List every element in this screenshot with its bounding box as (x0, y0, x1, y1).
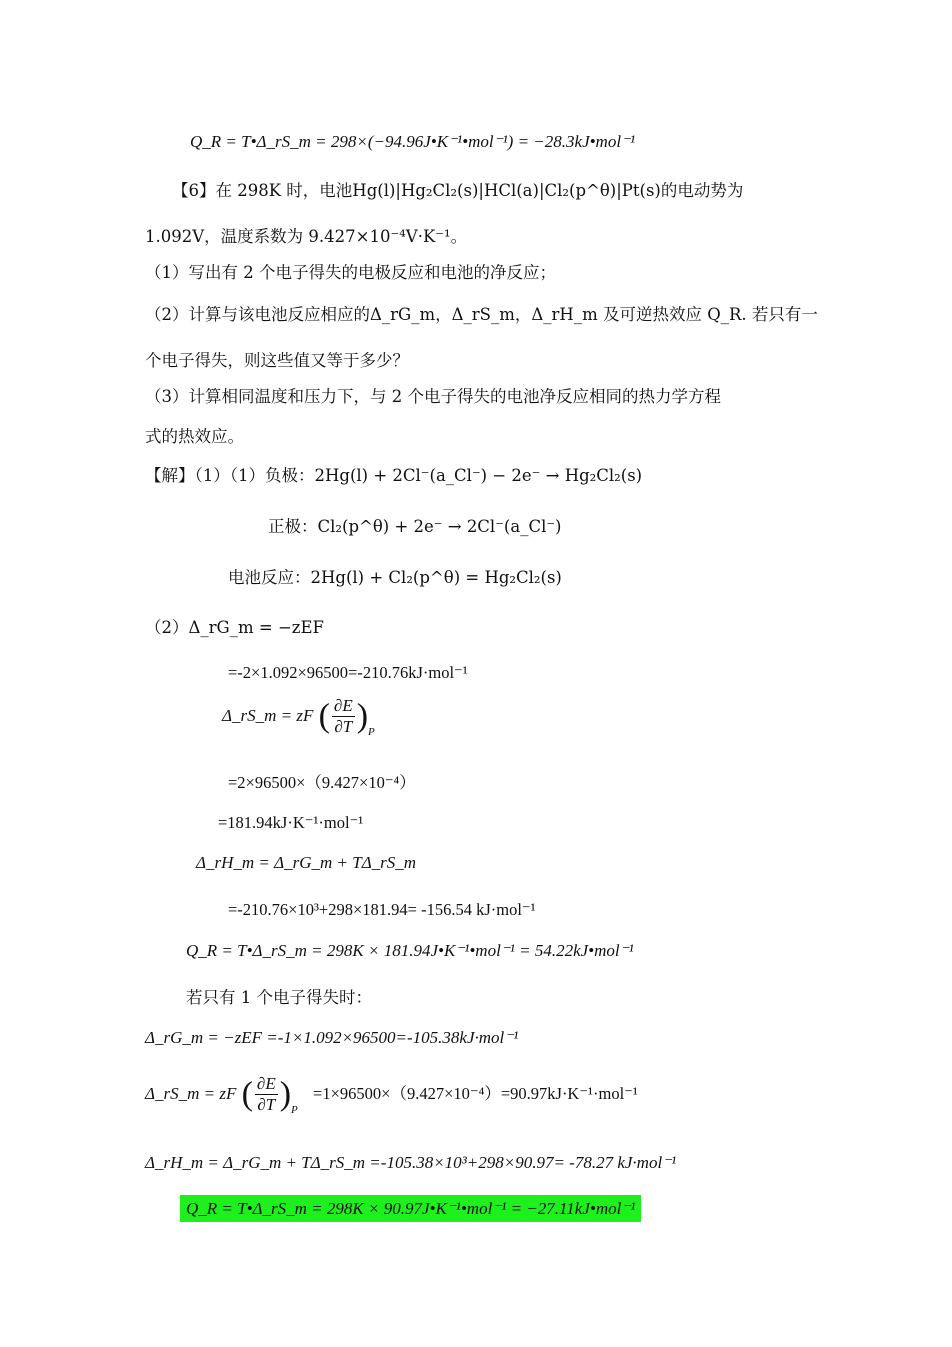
equation-qr-initial: Q_R = T•Δ_rS_m = 298×(−94.96J•K⁻¹•mol⁻¹) = −28.3kJ•mol⁻¹ (190, 132, 636, 151)
entropy-value: =181.94kJ·K⁻¹·mol⁻¹ (218, 813, 364, 832)
entropy-equation (222, 696, 375, 752)
paren-right: ) (279, 1075, 292, 1113)
gibbs-equation: （2）Δ_rG_m = −zEF (145, 618, 324, 637)
derivative-numerator: ∂E (333, 696, 353, 715)
paren-left: ( (318, 697, 330, 735)
pressure-subscript: P (291, 1104, 298, 1116)
enthalpy-equation: Δ_rH_m = Δ_rG_m + TΔ_rS_m (196, 853, 417, 872)
entropy-lhs: Δ_rS_m = zF (222, 706, 314, 725)
problem-6-statement-cont: 1.092V，温度系数为 9.427×10⁻⁴V·K⁻¹。 (145, 227, 468, 246)
entropy-1e-lhs: Δ_rS_m = zF (145, 1084, 237, 1103)
partial-derivative (255, 1074, 278, 1115)
paren-left: ( (241, 1075, 253, 1113)
solution-anode: 【解】（1）（1）负极：2Hg(l) + 2Cl⁻(a_Cl⁻) − 2e⁻ → Hg₂Cl₂(s) (145, 466, 643, 485)
pressure-subscript: P (368, 726, 375, 738)
question-2-cont: 个电子得失，则这些值又等于多少？ (145, 351, 409, 370)
question-3-cont: 式的热效应。 (145, 427, 244, 446)
question-2: （2）计算与该电池反应相应的Δ_rG_m，Δ_rS_m，Δ_rH_m 及可逆热效应 Q_R. 若只有一 (145, 305, 818, 324)
derivative-denominator: ∂T (257, 1095, 276, 1114)
entropy-calc: =2×96500×（9.427×10⁻⁴） (228, 773, 416, 792)
question-3: （3）计算相同温度和压力下，与 2 个电子得失的电池净反应相同的热力学方程 (145, 387, 721, 406)
paren-right: ) (356, 697, 369, 735)
highlighted-answer: Q_R = T•Δ_rS_m = 298K × 90.97J•K⁻¹•mol⁻¹ = −27.11kJ•mol⁻¹ (180, 1195, 641, 1222)
partial-derivative (332, 696, 355, 737)
gibbs-value: =-2×1.092×96500=-210.76kJ·mol⁻¹ (228, 663, 468, 682)
entropy-1e-value: =1×96500×（9.427×10⁻⁴）=90.97kJ·K⁻¹·mol⁻¹ (313, 1084, 638, 1103)
reversible-heat-2e: Q_R = T•Δ_rS_m = 298K × 181.94J•K⁻¹•mol⁻¹ = 54.22kJ•mol⁻¹ (186, 941, 634, 960)
enthalpy-1e: Δ_rH_m = Δ_rG_m + TΔ_rS_m =-105.38×10³+298×90.97= -78.27 kJ·mol⁻¹ (145, 1153, 677, 1172)
enthalpy-value: =-210.76×10³+298×181.94= -156.54 kJ·mol⁻¹ (228, 900, 536, 919)
problem-6-statement: 【6】在 298K 时，电池Hg(l)|Hg₂Cl₂(s)|HCl(a)|Cl₂(p^θ)|Pt(s)的电动势为 (172, 181, 744, 200)
derivative-denominator: ∂T (334, 717, 353, 736)
entropy-1e-equation (145, 1074, 638, 1130)
derivative-numerator: ∂E (256, 1074, 276, 1093)
solution-cathode: 正极：Cl₂(p^θ) + 2e⁻ → 2Cl⁻(a_Cl⁻) (268, 517, 562, 536)
gibbs-1e: Δ_rG_m = −zEF =-1×1.092×96500=-105.38kJ·mol⁻¹ (145, 1028, 519, 1047)
solution-cell-reaction: 电池反应：2Hg(l) + Cl₂(p^θ) = Hg₂Cl₂(s) (228, 568, 562, 587)
question-1: （1）写出有 2 个电子得失的电极反应和电池的净反应； (145, 263, 556, 282)
one-electron-heading: 若只有 1 个电子得失时： (186, 988, 372, 1007)
reversible-heat-1e-highlighted (180, 1198, 641, 1220)
